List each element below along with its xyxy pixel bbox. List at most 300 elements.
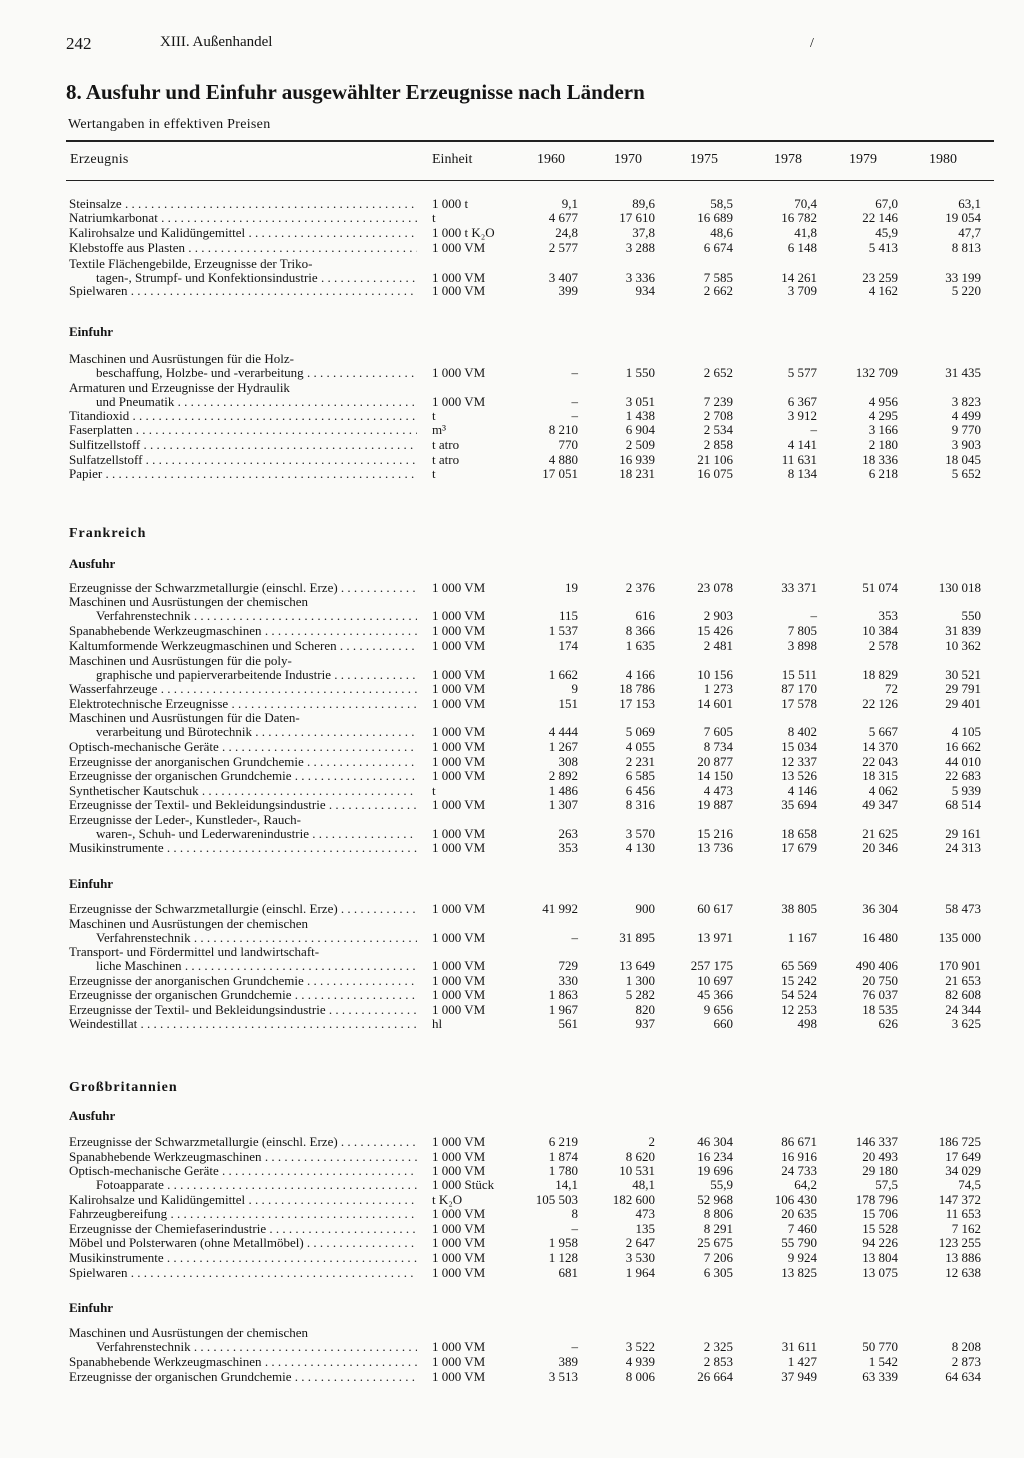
row-value: 13 804	[862, 1250, 898, 1265]
row-label: tagen-, Strumpf- und Konfektionsindustrie . . .	[96, 271, 417, 285]
row-value: 561	[558, 1016, 578, 1031]
row-value: 4 166	[625, 667, 655, 682]
row-value: 3 570	[625, 826, 655, 841]
row-value: 18 786	[619, 681, 655, 696]
row-value: 9 770	[951, 422, 981, 437]
row-value: 3 288	[625, 240, 655, 255]
row-value: 399	[558, 283, 578, 298]
row-value: 123 255	[938, 1235, 981, 1250]
row-value: 22 683	[945, 768, 981, 783]
row-value: 135 000	[938, 930, 981, 945]
row-value: 15 426	[697, 623, 733, 638]
row-value: 87 170	[781, 681, 817, 696]
row-label: Spanabhebende Werkzeugmaschinen . . .	[69, 1355, 417, 1369]
row-value: 147 372	[938, 1192, 981, 1207]
row-value: –	[571, 1221, 578, 1236]
row-value: 13 971	[697, 930, 733, 945]
row-value: 6 456	[625, 783, 655, 798]
row-value: 29 401	[945, 696, 981, 711]
row-value: 31 839	[945, 623, 981, 638]
flow-heading: Einfuhr	[69, 1300, 114, 1315]
row-value: 14 150	[697, 768, 733, 783]
row-label: Textile Flächengebilde, Erzeugnisse der Triko-	[69, 257, 313, 271]
row-value: 67,0	[875, 196, 898, 211]
column-header-product: Erzeugnis	[70, 152, 129, 167]
row-value: 550	[961, 608, 981, 623]
row-value: 33 199	[945, 270, 981, 285]
row-value: 3 166	[868, 422, 898, 437]
row-value: 17 679	[781, 840, 817, 855]
stray-mark: /	[810, 36, 814, 51]
row-label: Titandioxid . . .	[69, 409, 417, 423]
table-row	[0, 1222, 1024, 1236]
row-value: 2 708	[703, 408, 733, 423]
row-value: 17 649	[945, 1149, 981, 1164]
row-value: 48,1	[632, 1177, 655, 1192]
row-value: 1 863	[548, 987, 578, 1002]
row-value: 353	[558, 840, 578, 855]
row-value: 8 402	[787, 724, 817, 739]
row-unit: 1 000 VM	[432, 973, 486, 988]
row-value: 2 509	[625, 437, 655, 452]
row-value: 186 725	[938, 1134, 981, 1149]
row-value: 41 992	[542, 901, 578, 916]
row-value: 9	[571, 681, 578, 696]
row-unit: 1 000 t	[432, 196, 469, 211]
row-value: 7 460	[787, 1221, 817, 1236]
row-value: 10 697	[697, 973, 733, 988]
table-row	[0, 1236, 1024, 1250]
row-value: 14 601	[697, 696, 733, 711]
table-row	[0, 241, 1024, 255]
row-value: 20 346	[862, 840, 898, 855]
row-unit: 1 000 VM	[432, 797, 486, 812]
row-value: 18 231	[619, 466, 655, 481]
row-value: 8 006	[625, 1369, 655, 1384]
table-row	[0, 1266, 1024, 1280]
table-row	[0, 959, 1024, 973]
row-value: 33 371	[781, 580, 817, 595]
row-value: 94 226	[862, 1235, 898, 1250]
row-value: 58,5	[710, 196, 733, 211]
row-label: beschaffung, Holzbe- und -verarbeitung . . .	[96, 366, 417, 380]
row-value: 4 105	[951, 724, 981, 739]
row-value: 8 316	[625, 797, 655, 812]
row-value: 2 325	[703, 1339, 733, 1354]
row-value: 7 605	[703, 724, 733, 739]
row-value: 626	[878, 1016, 898, 1031]
row-value: 13 075	[862, 1265, 898, 1280]
row-value: 14 261	[781, 270, 817, 285]
row-value: 4 677	[548, 210, 578, 225]
row-label: Spanabhebende Werkzeugmaschinen . . .	[69, 624, 417, 638]
row-unit: 1 000 VM	[432, 768, 486, 783]
table-row	[0, 1017, 1024, 1031]
row-value: 12 638	[945, 1265, 981, 1280]
row-value: 2 858	[703, 437, 733, 452]
row-value: 82 608	[945, 987, 981, 1002]
row-unit: t	[432, 408, 436, 423]
row-value: 7 805	[787, 623, 817, 638]
row-value: 2 231	[625, 754, 655, 769]
row-value: 1 273	[703, 681, 733, 696]
row-value: 38 805	[781, 901, 817, 916]
row-value: 6 585	[625, 768, 655, 783]
row-value: 729	[558, 958, 578, 973]
row-unit: 1 000 VM	[432, 1134, 486, 1149]
row-unit: hl	[432, 1016, 443, 1031]
table-row	[0, 639, 1024, 653]
row-label: Elektrotechnische Erzeugnisse . . .	[69, 697, 417, 711]
row-value: 3 530	[625, 1250, 655, 1265]
row-label: Steinsalze . . .	[69, 197, 417, 211]
row-value: 16 939	[619, 452, 655, 467]
row-unit: 1 000 VM	[432, 826, 486, 841]
row-value: 16 782	[781, 210, 817, 225]
table-row	[0, 467, 1024, 481]
row-value: 2 534	[703, 422, 733, 437]
row-value: 13 825	[781, 1265, 817, 1280]
row-label: Kalirohsalze und Kalidüngemittel . . .	[69, 1193, 417, 1207]
row-label: Möbel und Polsterwaren (ohne Metallmöbel) . . .	[69, 1236, 417, 1250]
table-row	[0, 1135, 1024, 1149]
row-value: 18 829	[862, 667, 898, 682]
row-unit: 1 000 VM	[432, 1002, 486, 1017]
row-value: 17 153	[619, 696, 655, 711]
row-value: 16 480	[862, 930, 898, 945]
table-row	[0, 438, 1024, 452]
row-label: Maschinen und Ausrüstungen für die Holz-	[69, 352, 294, 366]
row-value: 146 337	[855, 1134, 898, 1149]
row-value: 151	[558, 696, 578, 711]
row-value: 13 736	[697, 840, 733, 855]
row-label: Erzeugnisse der Textil- und Bekleidungsindustrie . . .	[69, 1003, 417, 1017]
flow-heading: Ausfuhr	[69, 1108, 116, 1123]
row-value: 41,8	[794, 225, 817, 240]
row-value: 50 770	[862, 1339, 898, 1354]
row-value: 34 029	[945, 1163, 981, 1178]
row-unit: 1 000 VM	[432, 754, 486, 769]
row-value: –	[810, 608, 817, 623]
row-value: 4 499	[951, 408, 981, 423]
table-row	[0, 974, 1024, 988]
row-value: 5 282	[625, 987, 655, 1002]
row-label: Erzeugnisse der Chemiefaserindustrie . . .	[69, 1222, 417, 1236]
row-value: 11 653	[945, 1206, 981, 1221]
row-value: 4 062	[868, 783, 898, 798]
row-value: 115	[558, 608, 578, 623]
row-value: 7 162	[951, 1221, 981, 1236]
row-label: Optisch-mechanische Geräte . . .	[69, 740, 417, 754]
row-value: 15 511	[781, 667, 817, 682]
row-value: 5 413	[868, 240, 898, 255]
row-value: 52 968	[697, 1192, 733, 1207]
row-unit: 1 000 VM	[432, 270, 486, 285]
row-label: und Pneumatik . . .	[96, 395, 417, 409]
row-value: 24 344	[945, 1002, 981, 1017]
row-unit: t	[432, 210, 436, 225]
column-header-year: 1980	[929, 152, 957, 167]
row-value: 3 823	[951, 394, 981, 409]
row-value: 16 916	[781, 1149, 817, 1164]
row-value: 3 513	[548, 1369, 578, 1384]
row-value: 37 949	[781, 1369, 817, 1384]
row-value: 22 146	[862, 210, 898, 225]
row-value: 1 486	[548, 783, 578, 798]
row-label: Erzeugnisse der organischen Grundchemie . . .	[69, 988, 417, 1002]
row-value: 16 689	[697, 210, 733, 225]
row-value: 15 706	[862, 1206, 898, 1221]
row-unit: 1 000 VM	[432, 681, 486, 696]
row-value: 20 635	[781, 1206, 817, 1221]
row-value: 18 315	[862, 768, 898, 783]
row-value: 8 620	[625, 1149, 655, 1164]
row-value: 3 709	[787, 283, 817, 298]
row-value: 19 887	[697, 797, 733, 812]
row-value: 60 617	[697, 901, 733, 916]
row-label: Maschinen und Ausrüstungen der chemischen	[69, 1326, 309, 1340]
row-value: 6 218	[868, 466, 898, 481]
row-value: 14 370	[862, 739, 898, 754]
row-value: 16 662	[945, 739, 981, 754]
row-value: 5 939	[951, 783, 981, 798]
row-label: Erzeugnisse der Schwarzmetallurgie (einschl. Erze) . . .	[69, 1135, 417, 1149]
row-value: 1 438	[625, 408, 655, 423]
table-row	[0, 1193, 1024, 1207]
row-value: 681	[558, 1265, 578, 1280]
row-value: 3 903	[951, 437, 981, 452]
table-header-rule	[66, 180, 994, 181]
row-label: Erzeugnisse der Textil- und Bekleidungsindustrie . . .	[69, 798, 417, 812]
row-label: Maschinen und Ausrüstungen der chemischen	[69, 595, 309, 609]
table-row	[0, 423, 1024, 437]
table-row	[0, 1370, 1024, 1384]
row-value: 3 912	[787, 408, 817, 423]
row-unit: 1 000 VM	[432, 1235, 486, 1250]
row-value: 24,8	[555, 225, 578, 240]
row-value: 9 924	[787, 1250, 817, 1265]
row-unit: t atro	[432, 452, 460, 467]
table-row	[0, 395, 1024, 409]
row-value: 1 267	[548, 739, 578, 754]
row-label: Synthetischer Kautschuk . . .	[69, 784, 417, 798]
row-value: 19 696	[697, 1163, 733, 1178]
table-top-rule	[66, 140, 994, 142]
row-unit: 1 000 VM	[432, 1369, 486, 1384]
row-value: 135	[635, 1221, 655, 1236]
row-value: 1 874	[548, 1149, 578, 1164]
table-row	[0, 1251, 1024, 1265]
column-header-year: 1978	[774, 152, 802, 167]
table-row-label-continuation	[0, 1326, 1024, 1340]
row-unit: 1 000 VM	[432, 724, 486, 739]
row-value: 74,5	[958, 1177, 981, 1192]
row-label: Erzeugnisse der Leder-, Kunstleder-, Rauch-	[69, 813, 301, 827]
row-value: 10 362	[945, 638, 981, 653]
row-value: 11 631	[781, 452, 817, 467]
row-value: 19 054	[945, 210, 981, 225]
row-value: 37,8	[632, 225, 655, 240]
row-value: 330	[558, 973, 578, 988]
row-value: 4 880	[548, 452, 578, 467]
row-unit: 1 000 VM	[432, 365, 486, 380]
row-value: 45 366	[697, 987, 733, 1002]
row-label: Kaltumformende Werkzeugmaschinen und Scheren . . .	[69, 639, 417, 653]
table-row-label-continuation	[0, 945, 1024, 959]
row-value: –	[571, 1339, 578, 1354]
row-value: 490 406	[855, 958, 898, 973]
row-value: 20 750	[862, 973, 898, 988]
flow-heading: Ausfuhr	[69, 556, 116, 571]
row-label: Faserplatten . . .	[69, 423, 417, 437]
row-value: 18 535	[862, 1002, 898, 1017]
row-value: 17 578	[781, 696, 817, 711]
table-row	[0, 624, 1024, 638]
row-value: 8 806	[703, 1206, 733, 1221]
table-row	[0, 1150, 1024, 1164]
row-value: 20 877	[697, 754, 733, 769]
row-value: 1 128	[548, 1250, 578, 1265]
row-value: 26 664	[697, 1369, 733, 1384]
row-value: 1 635	[625, 638, 655, 653]
row-label: Erzeugnisse der anorganischen Grundchemie . . .	[69, 755, 417, 769]
row-unit: 1 000 VM	[432, 608, 486, 623]
table-row-label-continuation	[0, 813, 1024, 827]
row-label: Spielwaren . . .	[69, 1266, 417, 1280]
table-row	[0, 366, 1024, 380]
row-value: 76 037	[862, 987, 898, 1002]
row-value: 3 625	[951, 1016, 981, 1031]
row-value: 36 304	[862, 901, 898, 916]
table-row	[0, 725, 1024, 739]
row-value: 4 162	[868, 283, 898, 298]
row-value: 46 304	[697, 1134, 733, 1149]
row-value: 7 239	[703, 394, 733, 409]
row-value: 4 956	[868, 394, 898, 409]
row-value: 1 780	[548, 1163, 578, 1178]
row-value: 10 384	[862, 623, 898, 638]
row-unit: 1 000 VM	[432, 638, 486, 653]
row-value: 2 892	[548, 768, 578, 783]
row-unit: 1 000 VM	[432, 283, 486, 298]
row-value: 48,6	[710, 225, 733, 240]
row-value: 8 734	[703, 739, 733, 754]
row-value: 2 873	[951, 1354, 981, 1369]
row-value: 900	[635, 901, 655, 916]
row-value: 9 656	[703, 1002, 733, 1017]
row-value: 31 895	[619, 930, 655, 945]
table-row	[0, 798, 1024, 812]
row-value: 18 336	[862, 452, 898, 467]
section-title: XIII. Außenhandel	[160, 34, 273, 50]
row-value: 7 585	[703, 270, 733, 285]
table-row	[0, 668, 1024, 682]
row-value: 19	[565, 580, 578, 595]
row-value: 15 034	[781, 739, 817, 754]
row-value: 23 259	[862, 270, 898, 285]
column-header-year: 1960	[537, 152, 565, 167]
row-value: 353	[878, 608, 898, 623]
row-unit: 1 000 VM	[432, 930, 486, 945]
table-row	[0, 740, 1024, 754]
row-unit: 1 000 VM	[432, 623, 486, 638]
table-row-label-continuation	[0, 381, 1024, 395]
row-unit: 1 000 VM	[432, 1339, 486, 1354]
table-row	[0, 682, 1024, 696]
row-value: 3 051	[625, 394, 655, 409]
row-value: 31 435	[945, 365, 981, 380]
row-label: Erzeugnisse der Schwarzmetallurgie (einschl. Erze) . . .	[69, 581, 417, 595]
row-label: graphische und papierverarbeitende Industrie . . .	[96, 668, 417, 682]
row-value: 15 528	[862, 1221, 898, 1236]
table-row-label-continuation	[0, 352, 1024, 366]
table-row-label-continuation	[0, 595, 1024, 609]
row-label: Weindestillat . . .	[69, 1017, 417, 1031]
row-value: 68 514	[945, 797, 981, 812]
row-value: 4 130	[625, 840, 655, 855]
table-row	[0, 755, 1024, 769]
row-label: Kalirohsalze und Kalidüngemittel . . .	[69, 226, 417, 240]
country-heading: Frankreich	[69, 526, 147, 541]
row-label: Papier . . .	[69, 467, 417, 481]
table-title: 8. Ausfuhr und Einfuhr ausgewählter Erzeugnisse nach Ländern	[66, 80, 645, 104]
row-value: 1 427	[787, 1354, 817, 1369]
row-unit: 1 000 VM	[432, 240, 486, 255]
row-value: 54 524	[781, 987, 817, 1002]
row-value: 57,5	[875, 1177, 898, 1192]
table-row-label-continuation	[0, 711, 1024, 725]
row-value: 3 522	[625, 1339, 655, 1354]
row-label: Musikinstrumente . . .	[69, 1251, 417, 1265]
row-value: –	[571, 394, 578, 409]
row-value: 63,1	[958, 196, 981, 211]
row-value: 35 694	[781, 797, 817, 812]
row-value: 4 939	[625, 1354, 655, 1369]
row-label: Maschinen und Ausrüstungen für die Daten-	[69, 711, 300, 725]
table-row	[0, 827, 1024, 841]
table-row	[0, 1164, 1024, 1178]
row-value: 2 853	[703, 1354, 733, 1369]
row-value: 45,9	[875, 225, 898, 240]
row-value: 660	[713, 1016, 733, 1031]
row-value: 106 430	[774, 1192, 817, 1207]
row-label: Maschinen und Ausrüstungen für die poly-	[69, 654, 292, 668]
row-value: 174	[558, 638, 578, 653]
row-value: 5 667	[868, 724, 898, 739]
row-label: Spanabhebende Werkzeugmaschinen . . .	[69, 1150, 417, 1164]
row-unit: 1 000 VM	[432, 987, 486, 1002]
row-value: 1 300	[625, 973, 655, 988]
row-label: Natriumkarbonat . . .	[69, 211, 417, 225]
row-value: 5 069	[625, 724, 655, 739]
row-value: 10 156	[697, 667, 733, 682]
row-label: liche Maschinen . . .	[96, 959, 417, 973]
country-heading: Großbritannien	[69, 1080, 178, 1095]
row-label: Wasserfahrzeuge . . .	[69, 682, 417, 696]
row-value: 389	[558, 1354, 578, 1369]
row-value: 473	[635, 1206, 655, 1221]
table-row	[0, 197, 1024, 211]
row-value: 178 796	[855, 1192, 898, 1207]
table-row	[0, 581, 1024, 595]
row-value: 4 444	[548, 724, 578, 739]
row-value: 22 126	[862, 696, 898, 711]
row-label: Transport- und Fördermittel und landwirtschaft-	[69, 945, 320, 959]
row-value: 937	[635, 1016, 655, 1031]
row-value: 6 904	[625, 422, 655, 437]
row-unit: 1 000 VM	[432, 1354, 486, 1369]
row-value: 105 503	[535, 1192, 578, 1207]
